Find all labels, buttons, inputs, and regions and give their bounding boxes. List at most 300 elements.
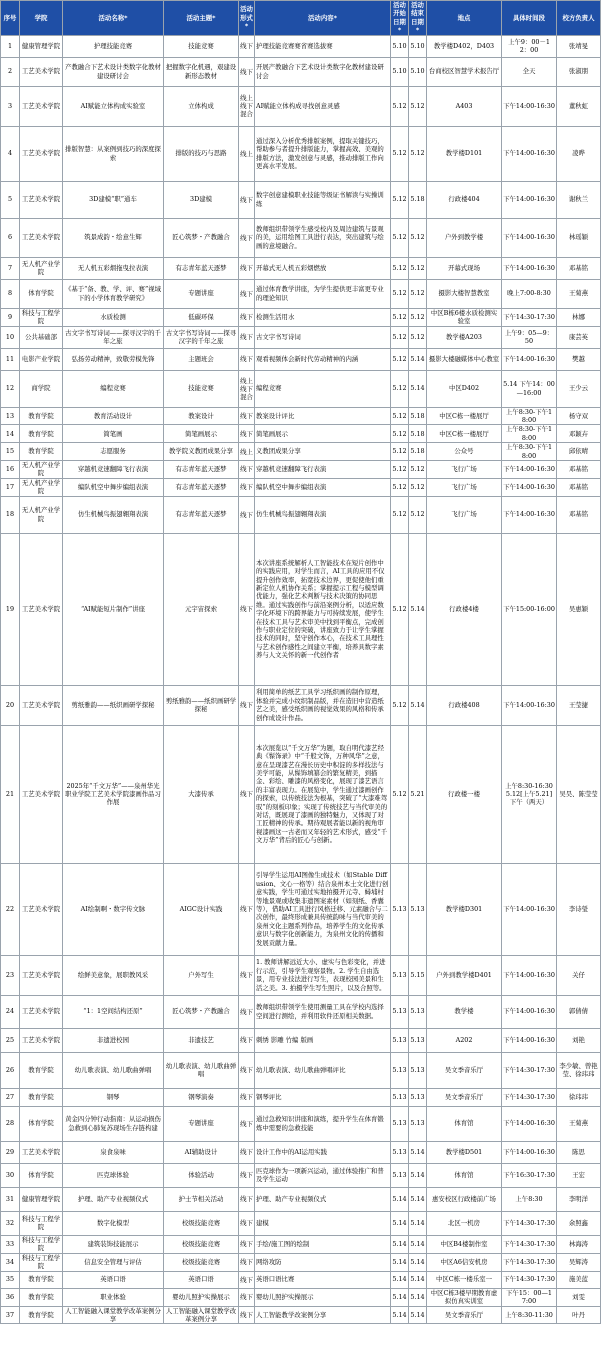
cell-no: 35 <box>1 1271 20 1288</box>
cell-college: 教育学院 <box>20 443 63 461</box>
cell-form: 线下 <box>239 1187 255 1211</box>
cell-form: 线下 <box>239 995 255 1028</box>
cell-college: 科技与工程学院 <box>20 1235 63 1253</box>
table-row <box>1 1288 601 1306</box>
cell-theme: 技能竞赛 <box>164 370 239 407</box>
cell-end: 5.14 <box>409 348 427 370</box>
cell-name: “1：1空间结构还原” <box>63 995 164 1028</box>
cell-form: 线下 <box>239 218 255 257</box>
cell-theme: 有志青年蓝天逐梦 <box>164 257 239 279</box>
cell-start: 5.13 <box>391 1088 409 1106</box>
cell-owner: 王莹捷 <box>557 685 601 725</box>
table-row <box>1 370 601 407</box>
cell-end: 5.13 <box>409 1028 427 1052</box>
cell-end: 5.14 <box>409 685 427 725</box>
cell-college: 工艺美术学院 <box>20 126 63 181</box>
cell-end: 5.14 <box>409 1271 427 1288</box>
cell-place: 体育馆 <box>427 1163 502 1187</box>
cell-owner: 邓基铭 <box>557 257 601 279</box>
cell-place: 教学楼D402，D403 <box>427 35 502 57</box>
cell-time: 下午14:00-16:30 <box>502 1106 557 1141</box>
cell-college: 工艺美术学院 <box>20 995 63 1028</box>
cell-start: 5.12 <box>391 257 409 279</box>
cell-theme: 护士节相关活动 <box>164 1187 239 1211</box>
cell-content: 本次讲座系统解析人工智能技术在短片创作中的实践应用，对学生而言，AI工具的应用不仅提升创作效率，拓宽技术边界，更促使他们重新定位人机协作关系；掌握提示工程与模型调优能力，强化艺术判断与技术决策的协同思维。通过实践创作与前沿案例分析，以适应数字化环境下的跨界能力与可持续发展，使学生在技术工具与艺术审美中找到平衡点，完成创作与职业定位的突破，讲座致力于让学生掌握技术的同时，坚守创作本心，在技术工具理性与艺术创作感性之间建立平衡，培养具数字素养与人文关怀的新一代创作者 <box>255 533 391 685</box>
cell-college: 电影产业学院 <box>20 348 63 370</box>
cell-start: 5.14 <box>391 1253 409 1271</box>
cell-form: 线下 <box>239 496 255 533</box>
cell-theme: 有志青年蓝天逐梦 <box>164 496 239 533</box>
cell-place: 行政楼408 <box>427 685 502 725</box>
cell-content: 1. 教师讲解远近大小、虚实与色彩变化，并进行示范，引导学生观察景物。2. 学生自由选景，用专业技法进行写生，表现校园美景和生活之美。3. 拍摄学生写生照片，以及合照等。 <box>255 955 391 995</box>
cell-time: 上午8:30-下午18:00 <box>502 443 557 461</box>
table-row <box>1 1106 601 1141</box>
header-time-slot: 具体时间段 <box>502 1 557 36</box>
table-row <box>1 181 601 218</box>
cell-time: 下午14:00-16:30 <box>502 348 557 370</box>
cell-start: 5.12 <box>391 308 409 326</box>
table-row <box>1 326 601 348</box>
header-no: 序号 <box>1 1 20 36</box>
cell-content: 通过急救知识讲座和演练，提升学生在体育锻炼中需要的急救技能 <box>255 1106 391 1141</box>
cell-theme: 主题班会 <box>164 348 239 370</box>
cell-time: 下午15:00-16:00 <box>502 533 557 685</box>
cell-theme: 非遗技艺 <box>164 1028 239 1052</box>
cell-owner: 邓基铭 <box>557 496 601 533</box>
cell-end: 5.14 <box>409 1288 427 1306</box>
cell-time: 下午14:30-17:30 <box>502 1235 557 1253</box>
cell-form: 线下 <box>239 407 255 425</box>
cell-place: 行政楼4楼 <box>427 533 502 685</box>
cell-time: 下午14:30-17:30 <box>502 308 557 326</box>
cell-name: 2025年“千文万华”——泉州华光职业学院工艺美术学院漆画作品习作展 <box>63 725 164 863</box>
cell-college: 无人机产业学院 <box>20 461 63 479</box>
cell-start: 5.12 <box>391 443 409 461</box>
table-row <box>1 1088 601 1106</box>
cell-no: 21 <box>1 725 20 863</box>
table-row <box>1 1141 601 1163</box>
cell-start: 5.13 <box>391 1028 409 1052</box>
cell-no: 26 <box>1 1052 20 1088</box>
table-row <box>1 461 601 479</box>
cell-end: 5.12 <box>409 461 427 479</box>
cell-place: A403 <box>427 86 502 126</box>
cell-form: 线上线下混合 <box>239 370 255 407</box>
cell-content: 教师组织带领学生感受校内及周边建筑与景观的美，运用绘图工具进行表达，突出建筑与绘画的意境融合。 <box>255 218 391 257</box>
cell-theme: 教案设计 <box>164 407 239 425</box>
cell-name: 泉食泉味 <box>63 1141 164 1163</box>
cell-no: 22 <box>1 863 20 955</box>
table-row <box>1 1271 601 1288</box>
cell-name: 职业体验 <box>63 1288 164 1306</box>
cell-theme: 大漆传承 <box>164 725 239 863</box>
cell-place: 摄影大楼融媒体中心教室 <box>427 348 502 370</box>
cell-place: 摄影大楼智慧教室 <box>427 279 502 308</box>
cell-form: 线下 <box>239 863 255 955</box>
cell-owner: 吴昊、陈莹莹 <box>557 725 601 863</box>
header-activity-form: 活动形式* <box>239 1 255 36</box>
cell-college: 体育学院 <box>20 1163 63 1187</box>
cell-place: 户外到教学楼D401 <box>427 955 502 995</box>
cell-owner: 关仔 <box>557 955 601 995</box>
cell-end: 5.13 <box>409 1088 427 1106</box>
cell-no: 36 <box>1 1288 20 1306</box>
cell-place: 公众号 <box>427 443 502 461</box>
cell-name: 黄金四分钟行动指南：从运动损伤急救到心肺复苏现场生存链构建 <box>63 1106 164 1141</box>
cell-theme: 人工智能融入课堂教学改革案例分享 <box>164 1306 239 1324</box>
cell-place: 教学楼 <box>427 995 502 1028</box>
cell-start: 5.12 <box>391 533 409 685</box>
cell-owner: 谢秋兰 <box>557 181 601 218</box>
cell-theme: 有志青年蓝天逐梦 <box>164 478 239 496</box>
cell-form: 线下 <box>239 181 255 218</box>
cell-place: 吴文季音乐厅 <box>427 1306 502 1324</box>
cell-start: 5.10 <box>391 57 409 86</box>
cell-content: 刺绣 影雕 竹编 版画 <box>255 1028 391 1052</box>
cell-content: 通过体育教学讲座，为学生提供更丰富更专业的理论知识 <box>255 279 391 308</box>
cell-theme: 立体构成 <box>164 86 239 126</box>
cell-content: 匹克球作为一项新兴运动，通过体验推广和普及学生运动 <box>255 1163 391 1187</box>
cell-form: 线上线下混合 <box>239 86 255 126</box>
cell-place: 台商校区智慧学术报告厅 <box>427 57 502 86</box>
cell-name: 绘鲜美意象，展职教风采 <box>63 955 164 995</box>
cell-college: 体育学院 <box>20 279 63 308</box>
cell-college: 无人机产业学院 <box>20 496 63 533</box>
cell-owner: 刘雯 <box>557 1288 601 1306</box>
cell-no: 11 <box>1 348 20 370</box>
cell-time: 下午14:30-17:30 <box>502 1088 557 1106</box>
cell-start: 5.14 <box>391 1211 409 1235</box>
cell-theme: 教学院义教团成果分享 <box>164 443 239 461</box>
cell-owner: 王宏 <box>557 1163 601 1187</box>
cell-end: 5.12 <box>409 478 427 496</box>
cell-no: 13 <box>1 407 20 425</box>
cell-end: 5.10 <box>409 35 427 57</box>
cell-owner: 吴惠颖 <box>557 533 601 685</box>
cell-owner: 林海涛 <box>557 1235 601 1253</box>
cell-form: 线下 <box>239 257 255 279</box>
cell-form: 线下 <box>239 1211 255 1235</box>
cell-name: 护理、助产专业视频仪式 <box>63 1187 164 1211</box>
cell-start: 5.13 <box>391 1163 409 1187</box>
cell-place: 中区D402 <box>427 370 502 407</box>
cell-content: 检测生活用水 <box>255 308 391 326</box>
cell-place: 中区A6信安机房 <box>427 1253 502 1271</box>
cell-no: 6 <box>1 218 20 257</box>
cell-form: 线下 <box>239 1253 255 1271</box>
cell-time: 下午14:00-16:30 <box>502 685 557 725</box>
header-end-date: 活动结束日期* <box>409 1 427 36</box>
cell-start: 5.13 <box>391 995 409 1028</box>
cell-form: 线下 <box>239 1163 255 1187</box>
cell-end: 5.14 <box>409 370 427 407</box>
cell-start: 5.14 <box>391 1288 409 1306</box>
cell-time: 下午14:00-16:30 <box>502 257 557 279</box>
cell-form: 线下 <box>239 1235 255 1253</box>
cell-college: 无人机产业学院 <box>20 257 63 279</box>
cell-time: 上午9：05—9：50 <box>502 326 557 348</box>
cell-form: 线下 <box>239 725 255 863</box>
cell-end: 5.14 <box>409 533 427 685</box>
cell-place: 行政楼404 <box>427 181 502 218</box>
cell-theme: 婴幼儿照护实操展示 <box>164 1288 239 1306</box>
cell-place: 教学楼D501 <box>427 1141 502 1163</box>
cell-start: 5.13 <box>391 1141 409 1163</box>
cell-theme: 体验活动 <box>164 1163 239 1187</box>
cell-no: 27 <box>1 1088 20 1106</box>
cell-college: 教育学院 <box>20 1271 63 1288</box>
cell-place: 教学楼A203 <box>427 326 502 348</box>
cell-time: 全天 <box>502 57 557 86</box>
cell-content: 教师组织带领学生使用测量工具在学校内选择空间进行测绘，并利用软件还原相关数据。 <box>255 995 391 1028</box>
header-start-date: 活动开始日期* <box>391 1 409 36</box>
cell-content: 婴幼儿照护实操展示 <box>255 1288 391 1306</box>
cell-end: 5.13 <box>409 995 427 1028</box>
cell-name: 《基于“备、教、学、评、赛”视域下的小学体育教学研究》 <box>63 279 164 308</box>
cell-content: 义教团成果分享 <box>255 443 391 461</box>
cell-time: 上午8:30 <box>502 1187 557 1211</box>
cell-content: 幼儿歌表演、幼儿歌曲弹唱评比 <box>255 1052 391 1088</box>
cell-name: 教育活动设计 <box>63 407 164 425</box>
cell-content: 穿越机竞速翻障飞行表演 <box>255 461 391 479</box>
cell-content: 手绘/施工图的绘制 <box>255 1235 391 1253</box>
cell-place: 行政楼一楼 <box>427 725 502 863</box>
cell-end: 5.14 <box>409 1163 427 1187</box>
cell-time: 晚上7:00-8:30 <box>502 279 557 308</box>
table-row <box>1 685 601 725</box>
cell-theme: 校级技能竞赛 <box>164 1253 239 1271</box>
cell-start: 5.13 <box>391 863 409 955</box>
cell-no: 16 <box>1 461 20 479</box>
cell-no: 4 <box>1 126 20 181</box>
cell-form: 线下 <box>239 478 255 496</box>
cell-place: 飞行广场 <box>427 478 502 496</box>
cell-content: 开展产教融合下艺术设计类数字化教材建设研讨会 <box>255 57 391 86</box>
cell-content: 利用简单的纸艺工具学习纸织画的制作原理，体验并完成小纹织制品版，并在造旧中营造纸艺之美，感受纸织画的视觉效果的风格和传承创作成设计作品。 <box>255 685 391 725</box>
cell-college: 科技与工程学院 <box>20 308 63 326</box>
cell-no: 2 <box>1 57 20 86</box>
cell-form: 线下 <box>239 461 255 479</box>
cell-name: 仿生机械鸟振翅翱翔表演 <box>63 496 164 533</box>
cell-college: 无人机产业学院 <box>20 478 63 496</box>
cell-end: 5.13 <box>409 1052 427 1088</box>
cell-content: 教案设计评比 <box>255 407 391 425</box>
cell-start: 5.14 <box>391 1187 409 1211</box>
table-row <box>1 955 601 995</box>
cell-name: 幼儿歌表演、幼儿歌曲弹唱 <box>63 1052 164 1088</box>
cell-no: 10 <box>1 326 20 348</box>
cell-start: 5.12 <box>391 279 409 308</box>
table-row <box>1 478 601 496</box>
cell-end: 5.12 <box>409 326 427 348</box>
cell-start: 5.12 <box>391 326 409 348</box>
cell-end: 5.21 <box>409 725 427 863</box>
cell-time: 下午15：00—17:00 <box>502 1288 557 1306</box>
cell-start: 5.14 <box>391 1306 409 1324</box>
cell-name: 简笔画 <box>63 425 164 443</box>
cell-theme: 校级技能竞赛 <box>164 1235 239 1253</box>
cell-no: 33 <box>1 1235 20 1253</box>
cell-owner: 王少云 <box>557 370 601 407</box>
table-row <box>1 496 601 533</box>
cell-name: 产教融合下艺术设计类数字化教材建设研讨会 <box>63 57 164 86</box>
cell-owner: 徐玮玮 <box>557 1088 601 1106</box>
cell-college: 工艺美术学院 <box>20 863 63 955</box>
cell-college: 健康管理学院 <box>20 1187 63 1211</box>
cell-place: 开幕式现场 <box>427 257 502 279</box>
cell-content: 网络攻防 <box>255 1253 391 1271</box>
cell-name: 穿越机竞速翻障飞行表演 <box>63 461 164 479</box>
cell-name: 钢琴 <box>63 1088 164 1106</box>
cell-name: 护理技能竞赛 <box>63 35 164 57</box>
cell-theme: 排版的技巧与思路 <box>164 126 239 181</box>
table-row <box>1 863 601 955</box>
cell-place: 体育馆 <box>427 1106 502 1141</box>
cell-time: 上午9：00－12：00 <box>502 35 557 57</box>
cell-no: 30 <box>1 1163 20 1187</box>
cell-start: 5.10 <box>391 35 409 57</box>
cell-end: 5.13 <box>409 1106 427 1141</box>
cell-college: 工艺美术学院 <box>20 725 63 863</box>
cell-time: 下午14:00-16:30 <box>502 1028 557 1052</box>
cell-no: 37 <box>1 1306 20 1324</box>
cell-end: 5.12 <box>409 308 427 326</box>
cell-time: 下午14:00-16:30 <box>502 955 557 995</box>
cell-theme: 专题讲座 <box>164 1106 239 1141</box>
cell-start: 5.12 <box>391 86 409 126</box>
cell-time: 下午14:30-17:30 <box>502 1271 557 1288</box>
cell-name: 排版智慧：从案例到技巧的深度探索 <box>63 126 164 181</box>
cell-place: 中区C栋一楼展厅 <box>427 425 502 443</box>
cell-form: 线上 <box>239 126 255 181</box>
cell-form: 线下 <box>239 348 255 370</box>
cell-content: 人工智能教学改案例分享 <box>255 1306 391 1324</box>
cell-owner: 施美蓝 <box>557 1271 601 1288</box>
cell-content: 古文字书写诗词 <box>255 326 391 348</box>
cell-theme: 幼儿歌表演、幼儿歌曲弹唱 <box>164 1052 239 1088</box>
cell-college: 教育学院 <box>20 1052 63 1088</box>
cell-time: 下午14:30-17:30 <box>502 1253 557 1271</box>
cell-name: 筑景成韵・绘意生辉 <box>63 218 164 257</box>
cell-content: 编队机空中舞步编组表演 <box>255 478 391 496</box>
cell-no: 23 <box>1 955 20 995</box>
cell-content: 英语口语比赛 <box>255 1271 391 1288</box>
cell-time: 上午8:30-16:30 5.12[上午5.21]下午（两天） <box>502 725 557 863</box>
cell-content: 观看视频体会新时代劳动精神的内涵 <box>255 348 391 370</box>
cell-theme: 古文字书写诗词——探寻汉字的千年之旅 <box>164 326 239 348</box>
cell-end: 5.12 <box>409 496 427 533</box>
table-row <box>1 1235 601 1253</box>
cell-name: 弘扬劳动精神，致敬劳模先锋 <box>63 348 164 370</box>
cell-start: 5.14 <box>391 1235 409 1253</box>
cell-theme: 校级技能竞赛 <box>164 1211 239 1235</box>
table-row <box>1 1253 601 1271</box>
table-row <box>1 57 601 86</box>
cell-end: 5.14 <box>409 1306 427 1324</box>
cell-owner: 刘艳 <box>557 1028 601 1052</box>
cell-start: 5.12 <box>391 181 409 218</box>
cell-end: 5.18 <box>409 425 427 443</box>
cell-place: A202 <box>427 1028 502 1052</box>
cell-college: 健康管理学院 <box>20 35 63 57</box>
cell-no: 32 <box>1 1211 20 1235</box>
header-activity-theme: 活动主题* <box>164 1 239 36</box>
cell-place: 吴文季音乐厅 <box>427 1088 502 1106</box>
cell-owner: 樊越 <box>557 348 601 370</box>
cell-start: 5.12 <box>391 685 409 725</box>
cell-place: 中区C栋一楼乐室一 <box>427 1271 502 1288</box>
header-activity-name: 活动名称* <box>63 1 164 36</box>
cell-content: 本次展览以“千文万华”为题，取自明代漆艺经典《髹饰录》中“千般文饰，万种风华”之意，意在呈现漆艺在漫长历史中积淀的多样技法与美学可能，从髹饰填纂会的繁复精美，到描金、彩绘、雕漆的风格变化，展现了漆艺语言的丰富表现力。在展览中，学生通过漆画创作的探索，以传统技法为根基，突破了“大漆难驾驭”的刻板印象；实现了传统技艺与当代审美的对话，既展现了漆画的独特魅力，又体现了对工匠精神的传承。期待观展者能以新的视角审视漆画这一古老而又年轻的艺术形式，感受“千文万华”背后的匠心与创新。 <box>255 725 391 863</box>
cell-end: 5.18 <box>409 443 427 461</box>
cell-start: 5.12 <box>391 461 409 479</box>
cell-no: 19 <box>1 533 20 685</box>
cell-time: 下午14:00-16:30 <box>502 496 557 533</box>
cell-end: 5.12 <box>409 218 427 257</box>
table-row <box>1 35 601 57</box>
cell-start: 5.13 <box>391 1052 409 1088</box>
cell-end: 5.14 <box>409 1141 427 1163</box>
cell-place: 惠安校区行政楼前广场 <box>427 1187 502 1211</box>
cell-no: 12 <box>1 370 20 407</box>
cell-theme: AI辅助设计 <box>164 1141 239 1163</box>
cell-owner: 林瑶颖 <box>557 218 601 257</box>
cell-form: 线下 <box>239 1271 255 1288</box>
cell-no: 8 <box>1 279 20 308</box>
cell-no: 3 <box>1 86 20 126</box>
table-row <box>1 407 601 425</box>
cell-time: 上午8:30-11:30 <box>502 1306 557 1324</box>
cell-no: 29 <box>1 1141 20 1163</box>
table-row <box>1 348 601 370</box>
cell-name: 人工智能融入课堂教学改革案例分享 <box>63 1306 164 1324</box>
cell-end: 5.14 <box>409 1253 427 1271</box>
cell-college: 教育学院 <box>20 1306 63 1324</box>
cell-no: 34 <box>1 1253 20 1271</box>
cell-owner: 邓颖卉 <box>557 425 601 443</box>
cell-name: 剪纸雅韵——纸织画研学探秘 <box>63 685 164 725</box>
cell-college: 教育学院 <box>20 1288 63 1306</box>
cell-form: 线下 <box>239 425 255 443</box>
cell-place: 吴文季音乐厅 <box>427 1052 502 1088</box>
cell-start: 5.12 <box>391 496 409 533</box>
cell-name: 数字化模型 <box>63 1211 164 1235</box>
cell-college: 教育学院 <box>20 425 63 443</box>
header-owner: 校方负责人 <box>557 1 601 36</box>
cell-time: 下午16:30-17:30 <box>502 1163 557 1187</box>
table-body <box>1 35 601 1324</box>
cell-no: 1 <box>1 35 20 57</box>
cell-college: 教育学院 <box>20 1088 63 1106</box>
cell-content: 通过深入分析优秀排版案例，提取关键技巧，帮助参与者提升排版能力，掌握高效、美观的排版方法，激发创意与灵感，推动排版工作向更高水平发展。 <box>255 126 391 181</box>
cell-name: 建筑装饰技能展示 <box>63 1235 164 1253</box>
cell-time: 下午14:00-16:30 <box>502 478 557 496</box>
cell-form: 线下 <box>239 1141 255 1163</box>
cell-place: 中区B4楼制作室 <box>427 1235 502 1253</box>
cell-content: 编程竞赛 <box>255 370 391 407</box>
cell-start: 5.12 <box>391 126 409 181</box>
cell-owner: 王菊燕 <box>557 279 601 308</box>
cell-college: 教育学院 <box>20 407 63 425</box>
cell-owner: 邓基铭 <box>557 478 601 496</box>
cell-time: 下午14:30-17:30 <box>502 1211 557 1235</box>
cell-start: 5.12 <box>391 425 409 443</box>
cell-content: 钢琴评比 <box>255 1088 391 1106</box>
cell-start: 5.12 <box>391 478 409 496</box>
cell-start: 5.14 <box>391 1271 409 1288</box>
cell-college: 工艺美术学院 <box>20 181 63 218</box>
cell-name: 编队机空中舞步编组表演 <box>63 478 164 496</box>
